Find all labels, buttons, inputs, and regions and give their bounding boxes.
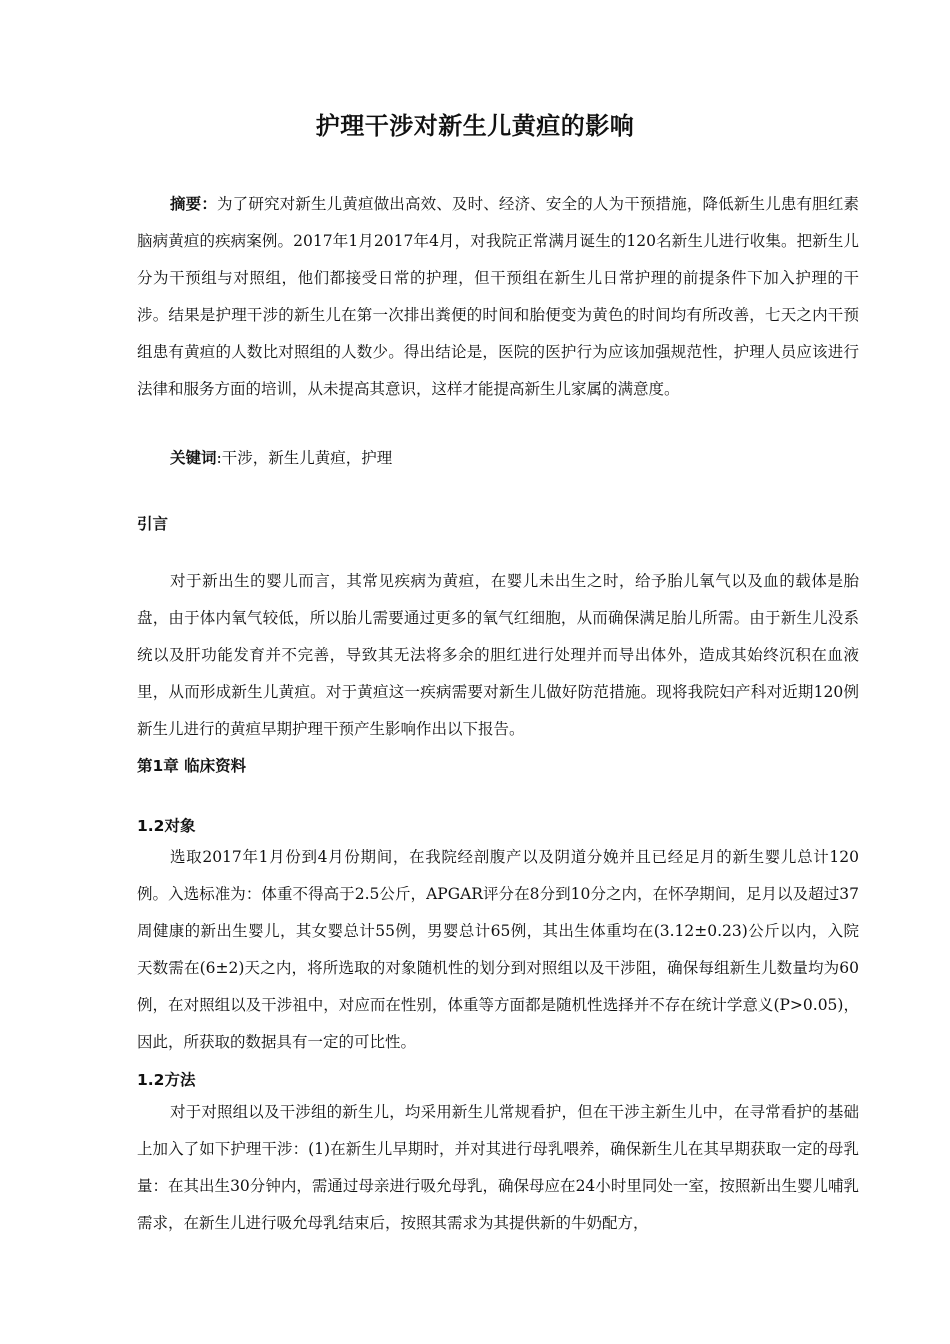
intro-paragraph: 对于新出生的婴儿而言，其常见疾病为黄疸，在婴儿未出生之时，给予胎儿氧气以及血的载体是胎盘，由于体内氧气较低，所以胎儿需要通过更多的氧气红细胞，从而确保满足胎儿所需。由于新生儿没系统以及肝功能发育并不完善，导致其无法将多余的胆红进行处理并而导出体外，造成其始终沉积在血液里，从而形成新生儿黄疸。对于黄疸这一疾病需要对新生儿做好防范措施。现将我院妇产科对近期120例新生儿进行的黄疸早期护理干预产生影响作出以下报告。 [137,572,859,738]
section-heading-method: 1.2方法 [137,1071,196,1089]
keywords-label: 关键词 [170,449,217,467]
section-paragraph-method: 对于对照组以及干涉组的新生儿，均采用新生儿常规看护，但在干涉主新生儿中，在寻常看护的基础上加入了如下护理干涉：(1)在新生儿早期时，并对其进行母乳喂养，确保新生儿在其早期获取一定的母乳量：在其出生30分钟内，需通过母亲进行吸允母乳，确保母应在24小时里同处一室，按照新出生婴儿哺乳需求，在新生儿进行吸允母乳结束后，按照其需求为其提供新的牛奶配方， [137,1103,859,1232]
chapter-heading: 第1章 临床资料 [137,757,247,775]
abstract-paragraph [137,186,859,408]
keywords-line [170,440,392,477]
keywords-text: :干涉，新生儿黄疸，护理 [216,449,393,467]
intro-heading: 引言 [137,515,169,533]
section-heading-object: 1.2对象 [137,817,196,835]
document-title: 护理干涉对新生儿黄疸的影响 [315,112,635,140]
abstract-text: 为了研究对新生儿黄疸做出高效、及时、经济、安全的人为干预措施，降低新生儿患有胆红素脑病黄疸的疾病案例。2017年1月2017年4月，对我院正常满月诞生的120名新生儿进行收集。把新生儿分为干预组与对照组，他们都接受日常的护理，但干预组在新生儿日常护理的前提条件下加入护理的干涉。结果是护理干涉的新生儿在第一次排出粪便的时间和胎便变为黄色的时间均有所改善，七天之内干预组患有黄疸的人数比对照组的人数少。得出结论是，医院的医护行为应该加强规范性，护理人员应该进行法律和服务方面的培训，从未提高其意识，这样才能提高新生儿家属的满意度。 [137,195,859,398]
section-paragraph-object: 选取2017年1月份到4月份期间，在我院经剖腹产以及阴道分娩并且已经足月的新生婴儿总计120例。入选标准为：体重不得高于2.5公斤，APGAR评分在8分到10分之内，在怀孕期间，足月以及超过37周健康的新出生婴儿，其女婴总计55例，男婴总计65例，其出生体重均在(3.12±0.23)公斤以内，入院天数需在(6±2)天之内，将所选取的对象随机性的划分到对照组以及干涉阻，确保每组新生儿数量均为60例，在对照组以及干涉祖中，对应而在性别，体重等方面都是随机性选择并不存在统计学意义(P>0.05)，因此，所获取的数据具有一定的可比性。 [137,848,859,1051]
abstract-label: 摘要： [170,195,217,213]
